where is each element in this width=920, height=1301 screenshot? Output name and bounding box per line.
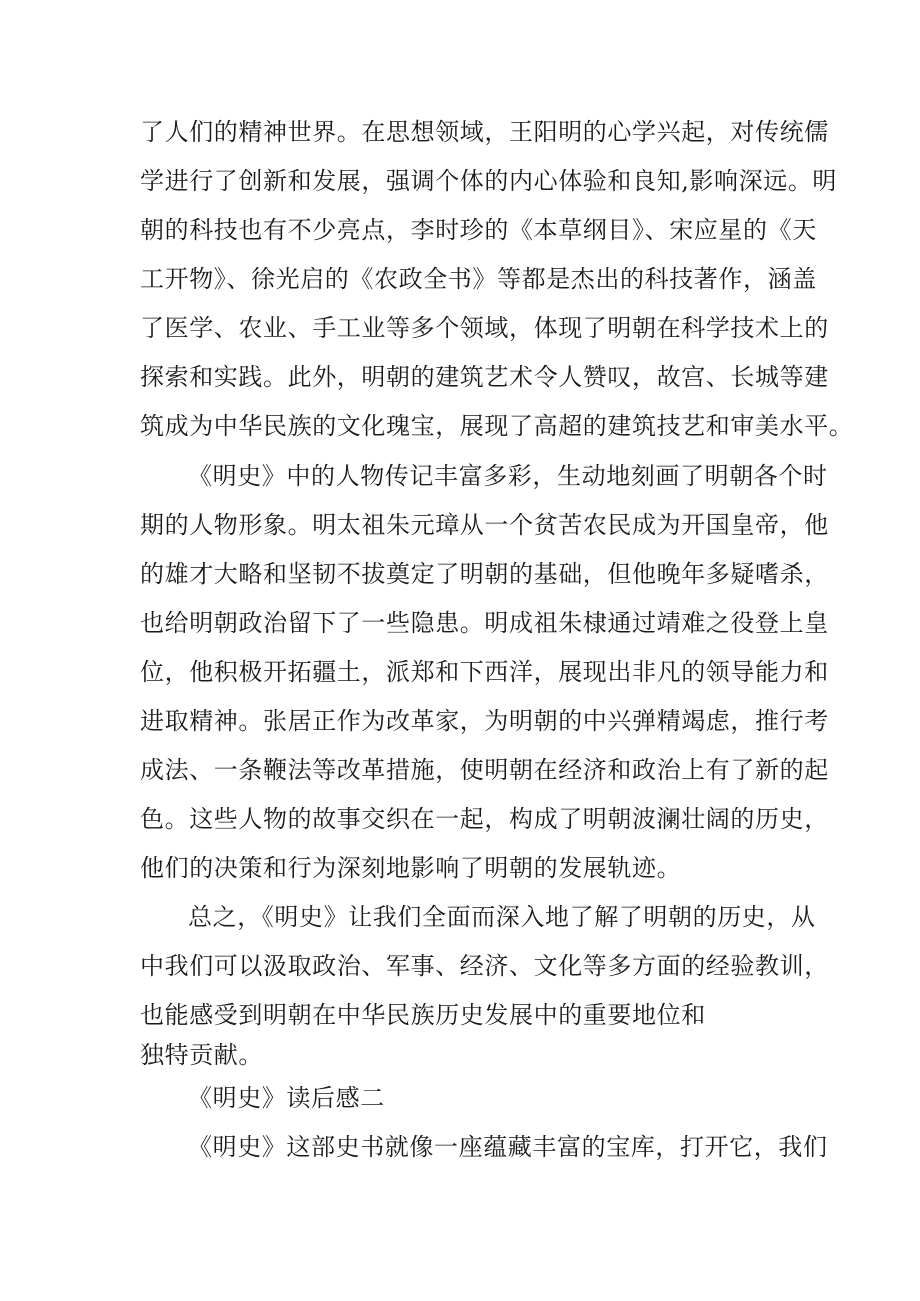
section-heading: 《明史》读后感二: [188, 1084, 385, 1112]
paragraph-line: 《明史》中的人物传记丰富多彩，生动地刻画了明朝各个时: [188, 462, 828, 490]
paragraph-line: 了人们的精神世界。在思想领域，王阳明的心学兴起，对传统儒: [140, 118, 829, 146]
paragraph-line: 总之，《明史》让我们全面而深入地了解了明朝的历史，从: [188, 903, 816, 931]
paragraph-line: 成法、一条鞭法等改革措施，使明朝在经济和政治上有了新的起: [140, 756, 829, 784]
paragraph-line: 中我们可以汲取政治、军事、经济、文化等多方面的经验教训，: [140, 952, 829, 980]
paragraph-line: 也能感受到明朝在中华民族历史发展中的重要地位和: [140, 1001, 706, 1029]
paragraph-line: 探索和实践。此外，明朝的建筑艺术令人赞叹，故宫、长城等建: [140, 363, 829, 391]
paragraph-line: 进取精神。张居正作为改革家，为明朝的中兴弹精竭虑，推行考: [140, 707, 829, 735]
paragraph-line: 学进行了创新和发展，强调个体的内心体验和良知,影响深远。明: [140, 167, 838, 195]
paragraph-line: 的雄才大略和坚韧不拔奠定了明朝的基础，但他晚年多疑嗜杀，: [140, 560, 829, 588]
paragraph-line: 筑成为中华民族的文化瑰宝，展现了高超的建筑技艺和审美水平。: [140, 412, 854, 440]
paragraph-line: 《明史》这部史书就像一座蕴藏丰富的宝库，打开它，我们: [188, 1133, 828, 1161]
paragraph-line: 色。这些人物的故事交织在一起，构成了明朝波澜壮阔的历史，: [140, 805, 829, 833]
paragraph-line: 工开物》、徐光启的《农政全书》等都是杰出的科技著作，涵盖: [140, 265, 817, 293]
paragraph-line: 了医学、农业、手工业等多个领域，体现了明朝在科学技术上的: [140, 314, 829, 342]
paragraph-line: 朝的科技也有不少亮点，李时珍的《本草纲目》、宋应星的《天: [140, 216, 817, 244]
paragraph-line: 也给明朝政治留下了一些隐患。明成祖朱棣通过靖难之役登上皇: [140, 609, 829, 637]
paragraph-line: 位，他积极开拓疆土，派郑和下西洋，展现出非凡的领导能力和: [140, 658, 829, 686]
paragraph-line: 期的人物形象。明太祖朱元璋从一个贫苦农民成为开国皇帝，他: [140, 511, 829, 539]
paragraph-line: 他们的决策和行为深刻地影响了明朝的发展轨迹。: [140, 854, 682, 882]
paragraph-line: 独特贡献。: [140, 1041, 263, 1069]
